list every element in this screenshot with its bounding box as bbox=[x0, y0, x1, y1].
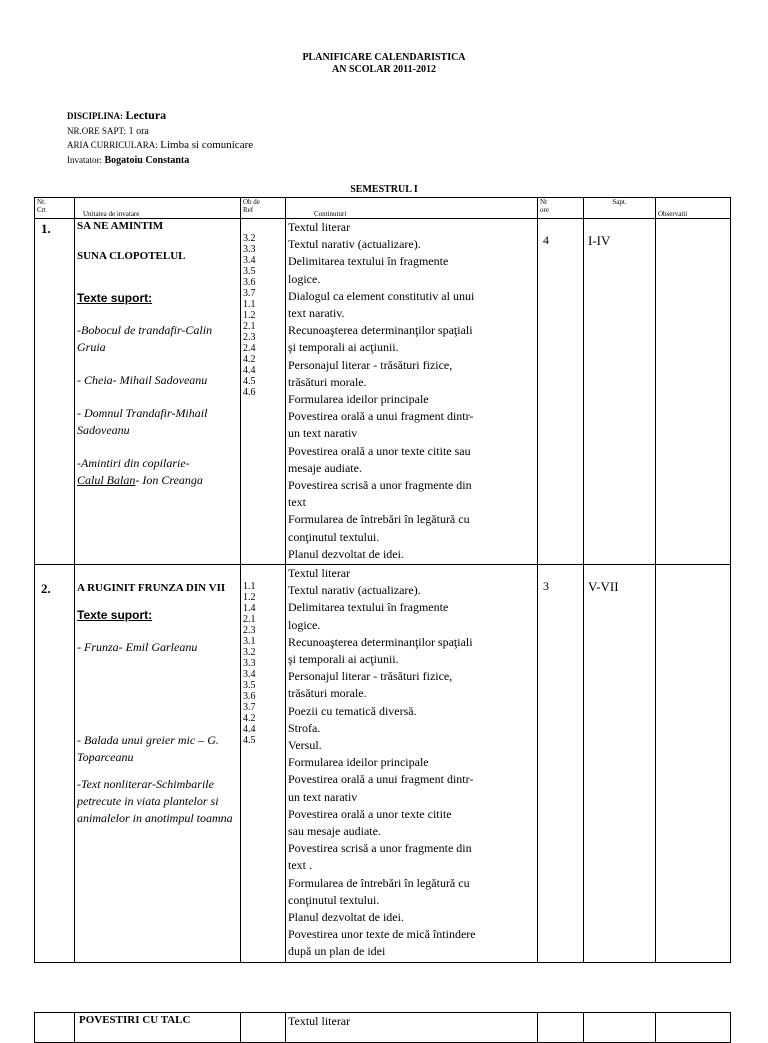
list-item: trăsături morale. bbox=[288, 374, 367, 389]
doc-title: PLANIFICARE CALENDARISTICA bbox=[302, 52, 466, 63]
row-continuturi: Textul literar bbox=[286, 1013, 538, 1043]
list-item: conţinutul textului. bbox=[288, 892, 380, 907]
list-item: Delimitarea textului în fragmente bbox=[288, 600, 449, 615]
nr-ore-label: NR.ORE SAPT: bbox=[67, 126, 127, 136]
list-item: Povestirea orală a unor texte citite sau bbox=[288, 443, 471, 458]
row-ob-list bbox=[241, 219, 286, 565]
list-item: Textul narativ (actualizare). bbox=[288, 237, 421, 252]
invatator-value: Bogatoiu Constanta bbox=[104, 155, 190, 166]
col-unitatea: Unitatea de invatare bbox=[75, 198, 241, 219]
row-sapt bbox=[584, 1013, 656, 1043]
table-row bbox=[35, 1013, 731, 1043]
list-item: 3.2 bbox=[243, 233, 256, 244]
list-item: trăsături morale. bbox=[288, 686, 367, 701]
row-sapt: I-IV bbox=[584, 219, 656, 565]
list-item: 4.5 bbox=[243, 735, 256, 746]
list-item: Povestirea orală a unor texte citite bbox=[288, 806, 452, 821]
col-obs: Observatii bbox=[656, 198, 731, 219]
list-item: 3.4 bbox=[243, 255, 256, 266]
list-item: 3.5 bbox=[243, 266, 256, 277]
text-suport-item: - Domnul Trandafir-Mihail Sadoveanu bbox=[77, 406, 208, 437]
list-item: 1.2 bbox=[243, 310, 256, 321]
list-item: text narativ. bbox=[288, 306, 345, 321]
row-continuturi bbox=[286, 565, 538, 963]
table-row bbox=[35, 565, 731, 963]
row-obs bbox=[656, 1013, 731, 1043]
list-item: Textul narativ (actualizare). bbox=[288, 583, 421, 598]
text-suport-item: - Cheia- Mihail Sadoveanu bbox=[77, 373, 208, 387]
list-item: Personajul literar - trăsături fizice, bbox=[288, 357, 453, 372]
unit-title: POVESTIRI CU TALC bbox=[75, 1013, 241, 1043]
aria-value: Limba si comunicare bbox=[160, 139, 254, 151]
list-item: un text narativ bbox=[288, 426, 358, 441]
list-item: Povestirea scrisă a unor fragmente din bbox=[288, 841, 472, 856]
row-obs bbox=[656, 565, 731, 963]
list-item: Dialogul ca element constitutiv al unui bbox=[288, 288, 475, 303]
list-item: 4.2 bbox=[243, 354, 256, 365]
col-nr: Nr. Crt bbox=[35, 198, 75, 219]
list-item: Poezii cu tematică diversă. bbox=[288, 703, 417, 718]
list-item: Planul dezvoltat de idei. bbox=[288, 910, 404, 925]
list-item: 1.1 bbox=[243, 299, 256, 310]
invatator-label: Invatator: bbox=[67, 155, 102, 165]
doc-subtitle: AN SCOLAR 2011-2012 bbox=[332, 64, 436, 75]
text-suport-item: -Text nonliterar-Schimbarile petrecute in viata plantelor si animalelor in anotimpul toamna bbox=[77, 777, 233, 825]
list-item: 3.7 bbox=[243, 288, 256, 299]
list-item: 1.1 bbox=[243, 581, 256, 592]
list-item: 2.3 bbox=[243, 625, 256, 636]
table-row bbox=[35, 219, 731, 565]
list-item: Recunoaşterea determinanţilor spaţiali bbox=[288, 323, 473, 338]
row-obs bbox=[656, 219, 731, 565]
list-item: conţinutul textului. bbox=[288, 529, 380, 544]
text-suport-item: - Frunza- Emil Garleanu bbox=[77, 640, 198, 654]
list-item: 2.1 bbox=[243, 614, 256, 625]
unit-title-2: SUNA CLOPOTELUL bbox=[77, 250, 186, 262]
col-continuturi: Continuturi bbox=[286, 198, 538, 219]
text-suport-item: -Amintiri din copilarie- Calul Balan- Ion Creanga bbox=[77, 456, 203, 487]
list-item: Povestirea scrisă a unor fragmente din bbox=[288, 478, 472, 493]
row-ob-list bbox=[241, 565, 286, 963]
row-unit bbox=[75, 565, 241, 963]
list-item: Strofa. bbox=[288, 720, 321, 735]
list-item: text . bbox=[288, 858, 312, 873]
nr-ore-value: 1 ora bbox=[128, 126, 149, 137]
list-item: un text narativ bbox=[288, 789, 358, 804]
list-item: 4.5 bbox=[243, 376, 256, 387]
list-item: 3.3 bbox=[243, 244, 256, 255]
row-ob-list bbox=[241, 1013, 286, 1043]
disciplina-label: DISCIPLINA: bbox=[67, 111, 124, 121]
list-item: sau mesaje audiate. bbox=[288, 824, 381, 839]
list-item: 3.7 bbox=[243, 702, 256, 713]
list-item: Povestirea orală a unui fragment dintr- bbox=[288, 772, 474, 787]
list-item: Textul literar bbox=[288, 220, 351, 234]
list-item: 4.2 bbox=[243, 713, 256, 724]
list-item: 3.2 bbox=[243, 647, 256, 658]
nr-ore-line bbox=[67, 125, 149, 138]
planning-table-continued bbox=[34, 1012, 731, 1043]
list-item: text bbox=[288, 495, 306, 510]
list-item: 3.6 bbox=[243, 691, 256, 702]
list-item: Delimitarea textului în fragmente bbox=[288, 254, 449, 269]
list-item: 3.4 bbox=[243, 669, 256, 680]
col-ob: Ob de Ref bbox=[241, 198, 286, 219]
list-item: 3.3 bbox=[243, 658, 256, 669]
unit-title: SA NE AMINTIM bbox=[77, 220, 164, 232]
row-continuturi bbox=[286, 219, 538, 565]
row-nr: 2. bbox=[35, 565, 75, 963]
list-item: logice. bbox=[288, 271, 321, 286]
planning-table bbox=[34, 197, 731, 963]
list-item: 2.1 bbox=[243, 321, 256, 332]
list-item: după un plan de idei bbox=[288, 944, 386, 959]
list-item: 1.4 bbox=[243, 603, 256, 614]
list-item: 4.6 bbox=[243, 387, 256, 398]
col-ore: Nr ore bbox=[538, 198, 584, 219]
list-item: Versul. bbox=[288, 738, 322, 753]
list-item: Recunoaşterea determinanţilor spaţiali bbox=[288, 634, 473, 649]
disciplina-value: Lectura bbox=[125, 108, 167, 122]
col-sapt: Sapt. bbox=[584, 198, 656, 219]
list-item: 4.4 bbox=[243, 365, 256, 376]
list-item: 2.4 bbox=[243, 343, 256, 354]
list-item: Formularea de întrebări în legătură cu bbox=[288, 512, 470, 527]
texte-suport-label: Texte suport: bbox=[77, 608, 153, 622]
row-sapt: V-VII bbox=[584, 565, 656, 963]
semestru-heading: SEMESTRUL I bbox=[350, 184, 418, 195]
list-item: Povestirea unor texte de mică întindere bbox=[288, 927, 476, 942]
row-unit bbox=[75, 219, 241, 565]
list-item: 1.2 bbox=[243, 592, 256, 603]
list-item: Formularea ideilor principale bbox=[288, 755, 429, 770]
list-item: logice. bbox=[288, 617, 321, 632]
list-item: 3.6 bbox=[243, 277, 256, 288]
list-item: Planul dezvoltat de idei. bbox=[288, 546, 404, 561]
list-item: mesaje audiate. bbox=[288, 460, 362, 475]
disciplina-line bbox=[67, 109, 166, 123]
table-header bbox=[35, 198, 731, 219]
text-suport-item: -Bobocul de trandafir-Calin Gruia bbox=[77, 323, 213, 354]
list-item: Personajul literar - trăsături fizice, bbox=[288, 669, 453, 684]
invatator-line bbox=[67, 154, 189, 167]
row-ore: 3 bbox=[538, 565, 584, 963]
row-nr: 1. bbox=[35, 219, 75, 565]
aria-label: ARIA CURRICULARA: bbox=[67, 140, 158, 150]
aria-line bbox=[67, 139, 253, 152]
texte-suport-label: Texte suport: bbox=[77, 291, 153, 305]
list-item: 4.4 bbox=[243, 724, 256, 735]
row-ore: 4 bbox=[538, 219, 584, 565]
list-item: Formularea de întrebări în legătură cu bbox=[288, 875, 470, 890]
unit-title: A RUGINIT FRUNZA DIN VII bbox=[77, 582, 226, 594]
list-item: Formularea ideilor principale bbox=[288, 392, 429, 407]
text-suport-item: - Balada unui greier mic – G. Toparceanu bbox=[77, 733, 219, 764]
list-item: Textul literar bbox=[288, 566, 351, 580]
list-item: 2.3 bbox=[243, 332, 256, 343]
list-item: Povestirea orală a unui fragment dintr- bbox=[288, 409, 474, 424]
list-item: şi temporali ai acţiunii. bbox=[288, 652, 399, 667]
list-item: şi temporali ai acţiunii. bbox=[288, 340, 399, 355]
list-item: 3.5 bbox=[243, 680, 256, 691]
list-item: 3.1 bbox=[243, 636, 256, 647]
row-ore bbox=[538, 1013, 584, 1043]
row-nr bbox=[35, 1013, 75, 1043]
